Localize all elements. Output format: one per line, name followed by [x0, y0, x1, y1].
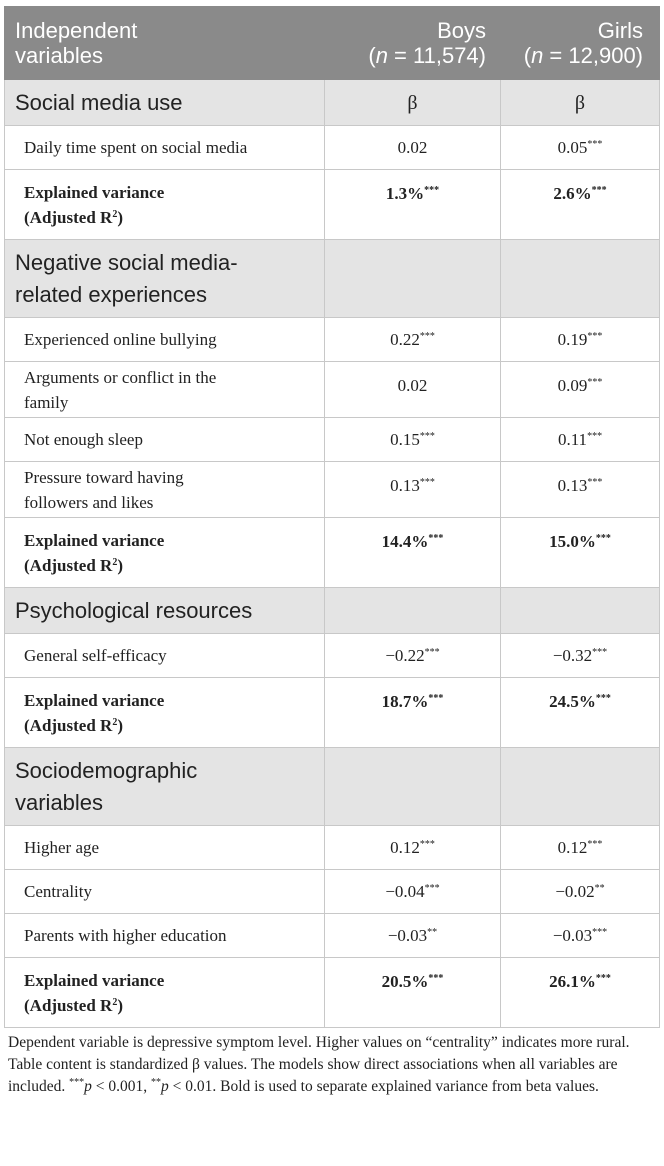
beta-value: 0.15: [390, 430, 420, 449]
row-label-line: Parents with higher education: [24, 926, 227, 945]
explained-label-line: Explained variance: [24, 970, 165, 990]
explained-label-line: (Adjusted R: [24, 715, 113, 735]
section-title-line: Social media use: [15, 89, 183, 115]
beta-symbol: β: [574, 91, 586, 114]
explained-label-end: ): [117, 555, 123, 575]
section-title-line: Negative social media-: [15, 249, 238, 275]
value-girls: [501, 870, 660, 914]
row-label-line: Centrality: [24, 882, 92, 901]
explained-boys: [325, 678, 501, 748]
explained-label-line: (Adjusted R: [24, 995, 113, 1015]
row-label: [5, 318, 325, 362]
row-label-line: Experienced online bullying: [24, 330, 217, 349]
table-row: [5, 318, 660, 362]
row-label: [5, 914, 325, 958]
explained-boys: [325, 958, 501, 1028]
r-squared-sup: 2: [112, 556, 118, 568]
explained-value: 2.6%: [553, 184, 592, 203]
explained-value: 15.0%: [549, 532, 596, 551]
explained-label-line: Explained variance: [24, 530, 165, 550]
significance-stars: ***: [595, 693, 611, 704]
section-title: [5, 588, 325, 634]
section-title-line: variables: [15, 789, 104, 815]
significance-stars: ***: [587, 331, 603, 342]
header-paren: (: [368, 43, 376, 68]
value-girls: [501, 362, 660, 418]
explained-girls: [501, 170, 660, 240]
section-title: [5, 240, 325, 318]
row-label: [5, 634, 325, 678]
significance-stars: **: [427, 927, 438, 938]
beta-value: −0.04: [385, 882, 425, 901]
significance-stars: ***: [595, 973, 611, 984]
explained-value: 14.4%: [381, 532, 429, 551]
value-girls: [501, 318, 660, 362]
explained-label-end: ): [117, 715, 123, 735]
beta-value: 0.02: [397, 376, 428, 395]
significance-stars: ***: [595, 533, 611, 544]
section-beta-girls: [501, 588, 660, 634]
footnote-sup: **: [151, 1077, 161, 1088]
beta-value: −0.03: [552, 926, 593, 945]
significance-stars: ***: [424, 883, 440, 894]
beta-value: 0.13: [557, 476, 588, 495]
header-boys: [325, 7, 501, 80]
row-label: [5, 126, 325, 170]
value-boys: [325, 462, 501, 518]
value-boys: [325, 826, 501, 870]
row-label-line: Higher age: [24, 838, 100, 857]
significance-stars: ***: [587, 477, 603, 488]
table-row: [5, 634, 660, 678]
section-title-line: related experiences: [15, 281, 208, 307]
header-n: n: [531, 43, 544, 68]
explained-value: 26.1%: [549, 972, 596, 991]
explained-boys: [325, 518, 501, 588]
table-header-row: [5, 7, 660, 80]
value-girls: [501, 826, 660, 870]
explained-variance-row: [5, 518, 660, 588]
explained-variance-label: [5, 518, 325, 588]
explained-variance-label: [5, 170, 325, 240]
table-row: [5, 126, 660, 170]
row-label-line: Arguments or conflict in the: [24, 367, 217, 387]
section-beta-girls: [501, 748, 660, 826]
section-title: [5, 748, 325, 826]
header-line: variables: [15, 43, 104, 68]
value-girls: [501, 462, 660, 518]
beta-value: 0.22: [390, 330, 420, 349]
value-boys: [325, 634, 501, 678]
explained-label-line: (Adjusted R: [24, 555, 113, 575]
row-label: [5, 362, 325, 418]
table-body: [5, 80, 660, 1028]
section-header-row: [5, 748, 660, 826]
significance-stars: ***: [587, 377, 603, 388]
section-header-row: [5, 588, 660, 634]
beta-value: 0.13: [390, 476, 420, 495]
value-girls: [501, 418, 660, 462]
row-label: [5, 826, 325, 870]
significance-stars: ***: [419, 331, 435, 342]
r-squared-sup: 2: [112, 716, 118, 728]
explained-variance-label: [5, 678, 325, 748]
explained-label-line: Explained variance: [24, 690, 165, 710]
value-girls: [501, 914, 660, 958]
header-girls: [501, 7, 660, 80]
footnote-text: < 0.001,: [91, 1078, 151, 1095]
value-girls: [501, 634, 660, 678]
value-boys: [325, 318, 501, 362]
section-beta-boys: [325, 748, 501, 826]
beta-value: −0.32: [552, 646, 593, 665]
significance-stars: ***: [592, 927, 608, 938]
beta-value: 0.11: [557, 430, 588, 449]
row-label-line: Daily time spent on social media: [24, 138, 248, 157]
row-label-line: family: [24, 392, 69, 412]
explained-girls: [501, 958, 660, 1028]
value-boys: [325, 362, 501, 418]
header-girls-name: Girls: [597, 18, 643, 43]
header-n: n: [375, 43, 388, 68]
explained-label-end: ): [117, 207, 123, 227]
table-row: [5, 462, 660, 518]
significance-stars: ***: [592, 647, 608, 658]
beta-value: 0.12: [390, 838, 420, 857]
significance-stars: ***: [419, 839, 435, 850]
explained-variance-row: [5, 958, 660, 1028]
explained-value: 24.5%: [549, 692, 596, 711]
table-footnote: [4, 1028, 659, 1098]
significance-stars: **: [594, 883, 605, 894]
section-header-row: [5, 240, 660, 318]
beta-value: 0.09: [557, 376, 588, 395]
section-beta-girls: [501, 240, 660, 318]
beta-symbol: β: [407, 91, 418, 114]
table-row: [5, 870, 660, 914]
value-boys: [325, 870, 501, 914]
beta-value: 0.12: [557, 838, 588, 857]
explained-girls: [501, 678, 660, 748]
beta-value: 0.02: [397, 138, 428, 157]
significance-stars: ***: [419, 431, 435, 442]
row-label-line: followers and likes: [24, 492, 154, 512]
explained-label-line: Explained variance: [24, 182, 165, 202]
explained-variance-row: [5, 170, 660, 240]
beta-value: −0.02: [555, 882, 595, 901]
section-title-line: Psychological resources: [15, 597, 253, 623]
beta-value: −0.22: [385, 646, 425, 665]
header-independent-variables: [5, 7, 325, 80]
section-beta-boys: [325, 240, 501, 318]
significance-stars: ***: [428, 693, 444, 704]
header-boys-name: Boys: [437, 18, 486, 43]
row-label-line: Pressure toward having: [24, 467, 184, 487]
explained-variance-label: [5, 958, 325, 1028]
section-beta-boys: [325, 588, 501, 634]
value-boys: [325, 914, 501, 958]
significance-stars: ***: [587, 839, 603, 850]
table-container: [4, 6, 659, 1098]
beta-value: 0.19: [557, 330, 588, 349]
significance-stars: ***: [424, 647, 440, 658]
header-paren: (: [523, 43, 532, 68]
explained-boys: [325, 170, 501, 240]
value-boys: [325, 418, 501, 462]
table-row: [5, 362, 660, 418]
table-row: [5, 418, 660, 462]
significance-stars: ***: [428, 533, 444, 544]
section-title-line: Sociodemographic: [15, 757, 198, 783]
section-header-row: [5, 80, 660, 126]
explained-value: 20.5%: [381, 972, 429, 991]
r-squared-sup: 2: [112, 996, 118, 1008]
row-label: [5, 462, 325, 518]
section-beta-girls: [501, 80, 660, 126]
explained-variance-row: [5, 678, 660, 748]
footnote-p: p: [84, 1078, 92, 1095]
r-squared-sup: 2: [112, 208, 118, 220]
header-line: Independent: [15, 18, 138, 43]
row-label: [5, 870, 325, 914]
significance-stars: ***: [419, 477, 435, 488]
row-label: [5, 418, 325, 462]
row-label-line: Not enough sleep: [24, 430, 143, 449]
footnote-text: Dependent variable is depressive symptom level. Higher values on “centrality” indicates more rural. Table content is standardized β values. The models show direct associations when all variables are included.: [8, 1034, 630, 1095]
significance-stars: ***: [587, 139, 603, 150]
explained-value: 18.7%: [381, 692, 429, 711]
footnote-p: p: [161, 1078, 169, 1095]
significance-stars: ***: [587, 431, 603, 442]
significance-stars: ***: [591, 185, 607, 196]
section-title: [5, 80, 325, 126]
table-row: [5, 914, 660, 958]
header-girls-count: = 12,900): [543, 43, 643, 68]
footnote-text: < 0.01. Bold is used to separate explained variance from beta values.: [168, 1078, 599, 1095]
row-label-line: General self-efficacy: [24, 646, 167, 665]
value-girls: [501, 126, 660, 170]
regression-table: [4, 6, 660, 1028]
table-row: [5, 826, 660, 870]
value-boys: [325, 126, 501, 170]
explained-girls: [501, 518, 660, 588]
significance-stars: ***: [424, 185, 440, 196]
explained-label-end: ): [117, 995, 123, 1015]
header-boys-count: = 11,574): [387, 43, 486, 68]
beta-value: 0.05: [557, 138, 588, 157]
significance-stars: ***: [428, 973, 444, 984]
explained-value: 1.3%: [385, 184, 425, 203]
section-beta-boys: [325, 80, 501, 126]
beta-value: −0.03: [387, 926, 428, 945]
footnote-sup: ***: [69, 1077, 85, 1088]
explained-label-line: (Adjusted R: [24, 207, 113, 227]
